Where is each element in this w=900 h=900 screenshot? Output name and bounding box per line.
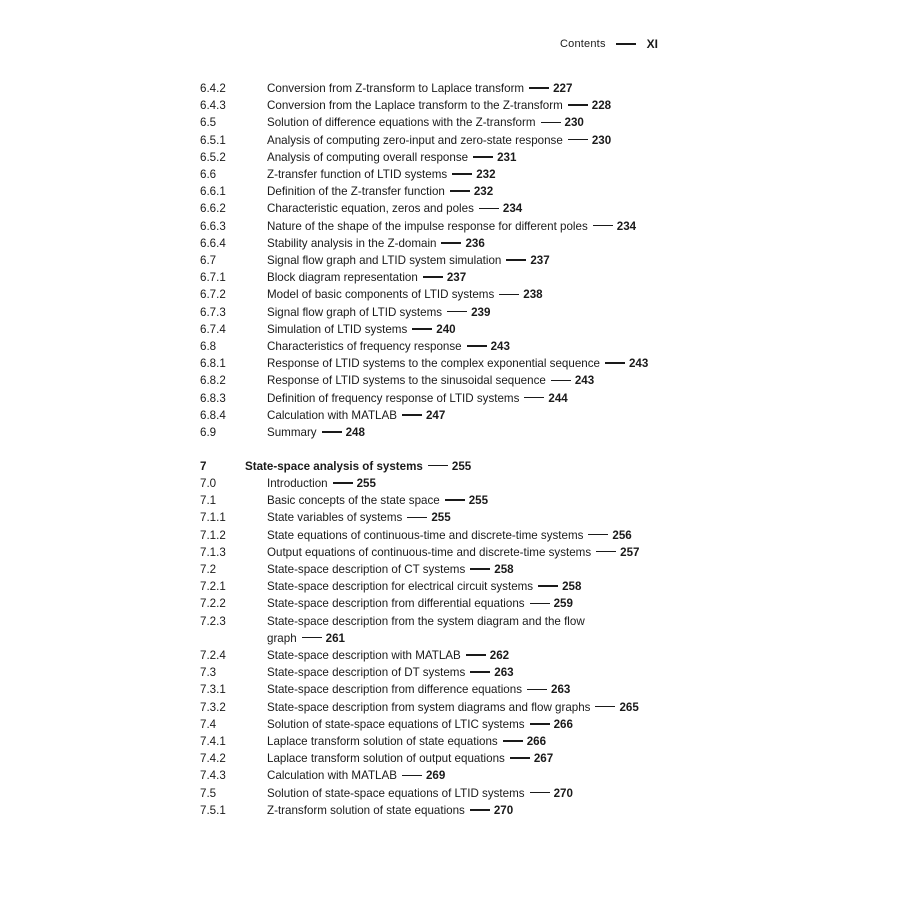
toc-entry[interactable] [200,544,670,561]
toc-entry-text [267,407,670,424]
toc-entry-text [267,183,670,200]
toc-entry-page: 227 [553,82,573,95]
running-header-label: Contents [560,38,606,50]
toc-entry-page: 232 [473,185,494,199]
toc-entry-number: 6.8.4 [200,408,226,422]
toc-entry-number: 7.2.3 [200,614,226,628]
leader-dash [402,414,422,416]
toc-entry-title: Conversion from the Laplace transform to the Z-transform [267,99,563,113]
toc-entry[interactable] [200,252,670,269]
toc-entry-page: 263 [494,666,514,680]
toc-entry-page: 255 [451,459,472,473]
toc-entry-page: 267 [533,752,554,766]
toc-entry-title: State-space description of DT systems [267,666,466,680]
toc-entry-text [267,80,670,97]
toc-entry[interactable] [200,509,670,526]
toc-entry-text [267,252,670,269]
toc-entry[interactable] [200,699,670,716]
toc-entry-page: 270 [493,803,514,817]
toc-entry[interactable] [200,183,670,200]
toc-entry-title: Response of LTID systems to the sinusoidal sequence [267,374,546,388]
leader-dash [588,534,608,536]
leader-dash [605,362,625,364]
toc-entry-number: 6.6.1 [200,185,226,199]
toc-entry-number: 7.2.4 [200,649,226,662]
toc-entry[interactable] [200,595,670,612]
leader-dash [302,637,322,639]
toc-entry-page: 248 [345,426,365,440]
toc-entry-page: 262 [489,649,510,662]
toc-entry-title: State-space description for electrical circuit systems [267,580,534,594]
toc-entry[interactable] [200,114,670,131]
leader-dash [333,482,353,484]
toc-entry-page: 230 [591,133,612,147]
toc-entry[interactable] [200,647,670,664]
toc-entry-page: 255 [356,476,376,490]
toc-entry-number: 6.7.4 [200,322,226,336]
leader-dash [402,775,422,777]
toc-entry-number: 7.5.1 [200,803,226,817]
toc-entry-text [267,424,670,441]
toc-entry[interactable] [200,304,670,321]
toc-entry-page: 263 [551,683,571,697]
toc-entry-title: Stability analysis in the Z-domain [267,236,437,250]
toc-entry-text [267,647,670,664]
toc-entry-title: Definition of frequency response of LTID systems [267,391,520,405]
toc-entry-text [267,544,670,561]
leader-dash [470,671,490,673]
toc-entry-page: 232 [476,168,496,182]
toc-chapter-entry[interactable] [200,458,670,475]
leader-dash [423,276,443,278]
toc-entry-text [267,269,670,286]
leader-dash [441,242,461,244]
toc-entry-title: State-space description with MATLAB [267,649,461,662]
toc-entry-page: 255 [431,511,451,525]
leader-dash [452,173,472,175]
toc-entry-number: 6.4.3 [200,99,226,113]
toc-entry-page: 247 [425,408,446,422]
toc-entry-title: Z-transfer function of LTID systems [267,168,448,182]
leader-dash [568,139,588,141]
toc-entry-title: Z-transform solution of state equations [267,803,465,817]
toc-entry-title: Calculation with MATLAB [267,769,397,783]
toc-entry[interactable] [200,802,670,819]
toc-entry[interactable] [200,492,670,509]
toc-entry-title: Model of basic components of LTID systems [267,288,495,302]
toc-entry[interactable] [200,200,670,217]
toc-entry-number: 7.4.1 [200,735,226,749]
toc-entry-page: 240 [436,322,456,336]
toc-entry-title: Solution of state-space equations of LTID systems [267,786,525,800]
toc-entry-text [267,149,670,166]
toc-entry-page: 266 [553,717,573,731]
toc-entry[interactable] [200,578,670,595]
toc-entry-page: 239 [471,305,491,319]
toc-entry[interactable] [200,218,670,235]
toc-entry-title: Signal flow graph and LTID system simulation [267,254,502,268]
leader-dash [470,568,490,570]
toc-entry-text [267,166,670,183]
toc-entry-number: 6.7.2 [200,288,226,302]
toc-entry-text [267,304,670,321]
toc-entry-page: 256 [612,528,632,542]
leader-dash [596,551,616,553]
toc-entry[interactable] [200,390,670,407]
toc-entry[interactable] [200,767,670,784]
toc-entry-title: Basic concepts of the state space [267,494,440,508]
toc-entry-text [245,458,670,475]
toc-entry-number: 7.4.2 [200,752,226,766]
toc-entry-text [267,716,670,733]
toc-entry-text [267,527,670,544]
toc-entry-page: 234 [502,202,523,216]
toc-entry[interactable] [200,681,670,698]
toc-entry-text [267,286,670,303]
toc-entry[interactable] [200,235,670,252]
leader-dash [538,585,558,587]
toc-entry-page: 261 [325,631,345,645]
toc-entry-page: 257 [620,545,640,559]
toc-entry-number: 6.9 [200,426,217,440]
toc-entry-number: 6.7.3 [200,305,226,319]
toc-entry[interactable] [200,664,670,681]
toc-entry-title: State-space description from difference equations [267,683,522,697]
toc-entry[interactable] [200,785,670,802]
toc-entry-title: Solution of state-space equations of LTIC systems [267,717,525,731]
toc-entry-title: State variables of systems [267,511,403,525]
leader-dash [551,380,571,382]
toc-entry-number: 7 [200,459,207,473]
leader-dash [541,122,561,124]
toc-entry-page: 236 [465,236,485,250]
leader-dash [322,431,342,433]
leader-dash [450,190,470,192]
toc-entry-text [267,613,612,647]
toc-entry-text [267,509,670,526]
toc-entry-page: 243 [628,357,649,371]
running-header [0,37,658,51]
leader-dash [530,723,550,725]
toc-entry-text [267,97,670,114]
table-of-contents [200,80,670,819]
toc-entry-title: Response of LTID systems to the complex exponential sequence [267,357,600,371]
toc-entry[interactable] [200,355,670,372]
toc-entry-number: 7.1.3 [200,545,226,559]
leader-dash [530,792,550,794]
leader-dash [530,603,550,605]
toc-entry-text [267,767,670,784]
leader-dash [593,225,613,227]
toc-entry-text [267,578,670,595]
toc-entry[interactable] [200,561,670,578]
leader-dash [529,87,549,89]
leader-dash [467,345,487,347]
toc-entry-number: 7.2.2 [200,597,226,611]
toc-entry-title: Analysis of computing overall response [267,150,469,164]
toc-entry-text [267,355,670,372]
toc-entry-number: 7.3.1 [200,683,226,697]
leader-dash [527,689,547,691]
toc-entry-number: 7.5 [200,786,217,800]
leader-dash [445,499,465,501]
toc-entry-number: 6.7 [200,254,217,268]
toc-entry-page: 230 [564,116,584,130]
toc-entry-text [267,802,670,819]
toc-entry[interactable] [200,80,670,97]
toc-entry-text [267,200,670,217]
toc-entry-number: 6.6.3 [200,219,226,233]
header-dash [616,43,636,45]
toc-entry-title: Solution of difference equations with the Z-transform [267,116,536,130]
toc-entry-page: 237 [530,254,550,268]
toc-entry-text [267,785,670,802]
toc-entry-number: 7.1 [200,494,217,508]
toc-entry[interactable] [200,424,670,441]
leader-dash [524,397,544,399]
toc-entry-number: 7.0 [200,476,217,490]
toc-entry-title: Definition of the Z-transfer function [267,185,445,199]
toc-entry-page: 243 [574,374,595,388]
toc-entry-number: 6.5.2 [200,150,226,164]
toc-entry-title: Output equations of continuous-time and discrete-time systems [267,545,592,559]
leader-dash [447,311,467,313]
toc-entry-number: 6.8.2 [200,374,226,388]
toc-entry[interactable] [200,269,670,286]
toc-entry-title: Introduction [267,476,328,490]
toc-entry-title: Simulation of LTID systems [267,322,408,336]
toc-entry-title: State-space analysis of systems [245,459,423,473]
toc-entry-title: State-space description of CT systems [267,562,466,576]
toc-entry[interactable] [200,338,670,355]
toc-entry[interactable] [200,716,670,733]
toc-entry-page: 266 [526,735,547,749]
toc-entry-page: 269 [425,769,446,783]
leader-dash [412,328,432,330]
toc-entry-page: 237 [446,271,467,285]
toc-entry-number: 6.4.2 [200,82,226,95]
toc-entry-page: 238 [523,288,543,302]
page-number: XI [646,37,658,51]
toc-entry-text [267,699,670,716]
toc-entry-page: 244 [548,391,568,405]
toc-entry-number: 7.2.1 [200,580,226,594]
toc-entry-number: 6.6.4 [200,236,226,250]
toc-entry[interactable] [200,750,670,767]
toc-entry-number: 6.8 [200,340,217,354]
toc-entry-text [267,492,670,509]
toc-entry-page: 259 [553,597,573,611]
leader-dash [407,517,427,519]
toc-entry[interactable] [200,475,670,492]
toc-entry-title: Summary [267,426,317,440]
toc-entry-page: 243 [490,340,510,354]
leader-dash [499,294,519,296]
toc-entry-title: State-space description from system diagrams and flow graphs [267,700,591,714]
toc-entry-text [267,390,670,407]
toc-entry-number: 6.6 [200,168,217,182]
toc-entry-text [267,235,670,252]
leader-dash [568,104,588,106]
toc-entry-page: 231 [497,150,517,164]
toc-entry-text [267,561,670,578]
toc-entry[interactable] [200,97,670,114]
toc-entry-text [267,750,670,767]
leader-dash [428,465,448,467]
toc-entry-title: Characteristic equation, zeros and poles [267,202,474,216]
toc-entry-title: Signal flow graph of LTID systems [267,305,443,319]
toc-entry-number: 6.8.3 [200,391,226,405]
toc-entry-text [267,595,670,612]
toc-entry-number: 6.5.1 [200,133,226,147]
toc-entry[interactable] [200,407,670,424]
toc-entry-title: Laplace transform solution of state equations [267,735,498,749]
toc-entry-number: 7.3 [200,666,217,680]
toc-entry-title: State-space description from differential equations [267,597,525,611]
toc-entry[interactable] [200,733,670,750]
toc-entry[interactable] [200,132,670,149]
toc-entry[interactable] [200,527,670,544]
toc-entry-text [267,321,670,338]
leader-dash [473,156,493,158]
toc-entry-title: Nature of the shape of the impulse response for different poles [267,219,588,233]
toc-entry-page: 255 [468,494,489,508]
toc-entry-page: 258 [494,562,514,576]
toc-entry-number: 7.4.3 [200,769,226,783]
toc-entry-title: Characteristics of frequency response [267,340,462,354]
toc-entry-text [267,338,670,355]
toc-entry-page: 258 [562,580,582,594]
toc-entry-number: 6.5 [200,116,217,130]
toc-entry-title: Calculation with MATLAB [267,408,397,422]
toc-entry[interactable] [200,149,670,166]
toc-entry-number: 6.8.1 [200,357,226,371]
leader-dash [510,757,530,759]
toc-entry-page: 234 [616,219,637,233]
toc-entry-number: 7.3.2 [200,700,226,714]
toc-entry-text [267,218,670,235]
toc-entry-number: 6.6.2 [200,202,226,216]
toc-entry-title: State equations of continuous-time and discrete-time systems [267,528,584,542]
toc-entry-text [267,733,670,750]
toc-entry-title: Block diagram representation [267,271,418,285]
toc-entry-number: 7.4 [200,717,217,731]
toc-entry-text [267,114,670,131]
toc-entry-text [267,475,670,492]
toc-entry-text [267,132,670,149]
toc-entry-text [267,681,670,698]
toc-entry[interactable] [200,321,670,338]
toc-entry[interactable] [200,372,670,389]
leader-dash [506,259,526,261]
toc-entry-page: 270 [553,786,573,800]
toc-entry-page: 265 [619,700,639,714]
toc-entry-title: Analysis of computing zero-input and zero-state response [267,133,563,147]
toc-entry-number: 7.2 [200,562,217,576]
toc-entry-number: 7.1.2 [200,528,226,542]
leader-dash [503,740,523,742]
leader-dash [470,809,490,811]
toc-entry-page: 228 [591,99,612,113]
toc-entry-text [267,372,670,389]
toc-entry-text [267,664,670,681]
toc-entry-number: 7.1.1 [200,511,226,525]
toc-entry-title: State-space description from the system diagram and the flow graph [267,614,585,645]
leader-dash [479,208,499,210]
toc-entry-title: Conversion from Z-transform to Laplace transform [267,82,525,95]
leader-dash [466,654,486,656]
toc-entry[interactable] [200,166,670,183]
toc-entry[interactable] [200,613,670,647]
toc-entry-number: 6.7.1 [200,271,226,285]
toc-entry-title: Laplace transform solution of output equations [267,752,505,766]
leader-dash [595,706,615,708]
toc-entry[interactable] [200,286,670,303]
